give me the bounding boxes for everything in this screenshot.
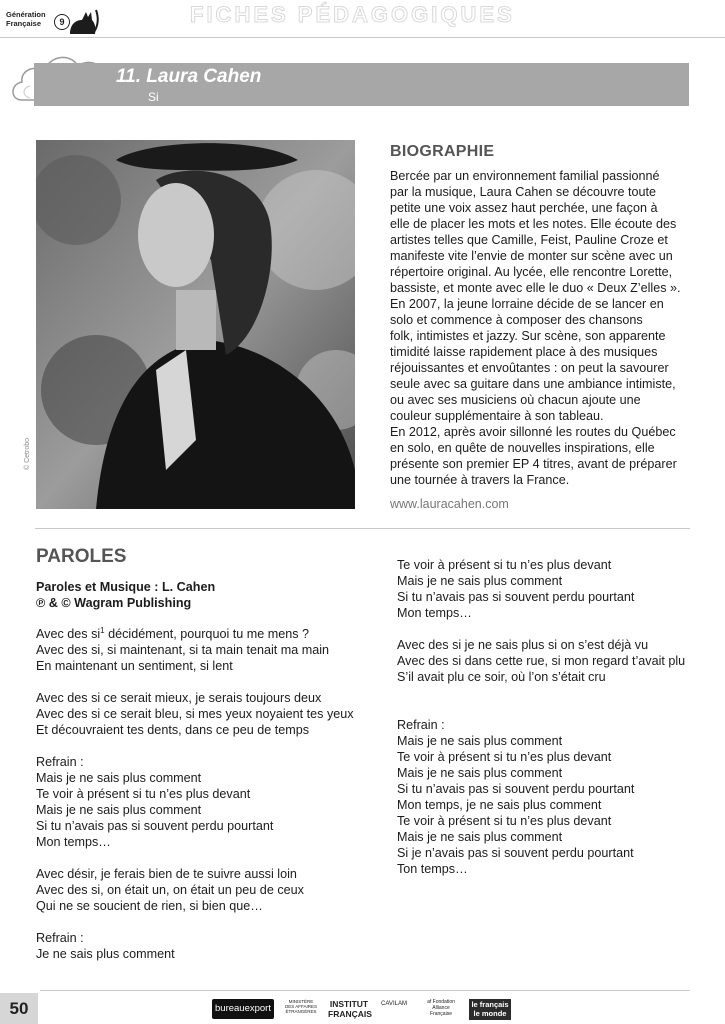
lyric-line: S’il avait plu ce soir, où l’on s’était cru — [397, 670, 606, 684]
lyric-line: Qui ne se soucient de rien, si bien que… — [36, 899, 263, 913]
bio-line: répertoire original. Au lycée, elle rencontre Lorette, — [390, 265, 673, 279]
bio-line: bassiste, et monte avec elle le duo « Deux Z’elles ». — [390, 281, 681, 295]
lyric-line: Avec des si ce serait bleu, si mes yeux noyaient tes yeux — [36, 707, 354, 721]
bureau-export-logo: bureauexport — [212, 999, 274, 1019]
bio-line: en solo, en quête de nouvelles inspirations, elle — [390, 441, 655, 455]
lyrics-publisher: ℗ & © Wagram Publishing — [36, 596, 192, 610]
lyric-line: Si tu n’avais pas si souvent perdu pourtant — [36, 819, 274, 833]
lyric-line: Mon temps… — [36, 835, 111, 849]
top-divider — [0, 37, 725, 38]
lyric-line: Te voir à présent si tu n’es plus devant — [397, 750, 612, 764]
lyric-line: Si tu n’avais pas si souvent perdu pourtant — [397, 590, 635, 604]
lyric-line: Refrain : — [36, 755, 84, 769]
bio-line: solo et commence à composer des chansons — [390, 313, 643, 327]
lyrics-heading: PAROLES — [36, 546, 127, 567]
lyric-line — [36, 914, 366, 930]
logo-line-2: Française — [6, 18, 42, 28]
bio-line: par la musique, Laura Cahen se découvre toute — [390, 185, 657, 199]
bio-line: petite une voix assez haut perchée, une façon à — [390, 201, 658, 215]
lyric-line: Avec désir, je ferais bien de te suivre aussi loin — [36, 867, 297, 881]
bio-line: seule avec sa guitare dans une ambiance intimiste, — [390, 377, 676, 391]
bio-line: elle de placer les mots et les notes. Elle écoute des — [390, 217, 677, 231]
lyric-line: Te voir à présent si tu n’es plus devant — [397, 814, 612, 828]
lyric-line: Mais je ne sais plus comment — [36, 803, 202, 817]
lyric-line: Si tu n’avais pas si souvent perdu pourtant — [397, 782, 635, 796]
lyric-line: Je ne sais plus comment — [36, 947, 175, 961]
lyric-line: Mon temps, je ne sais plus comment — [397, 798, 602, 812]
footnote-mark: 1 — [100, 625, 105, 635]
footer-divider — [40, 990, 690, 991]
song-title: Si — [148, 90, 159, 104]
ministere-logo: MINISTÈRE DES AFFAIRES ÉTRANGÈRES — [285, 999, 318, 1014]
cavilam-logo: CAVILAM — [381, 1001, 407, 1007]
lyric-line: Mais je ne sais plus comment — [397, 766, 563, 780]
lyric-line: Avec des si, si maintenant, si ta main tenait ma main — [36, 643, 330, 657]
cat-icon — [66, 4, 100, 38]
lyric-line: Mon temps… — [397, 606, 472, 620]
photo-credit: © Cetrobo — [24, 437, 31, 470]
artist-photo — [36, 140, 355, 509]
lyric-line: Avec des si dans cette rue, si mon regard t’avait plu — [397, 654, 686, 668]
biography-text — [390, 168, 710, 488]
bio-line: Bercée par un environnement familial passionné — [390, 169, 660, 183]
institut-francais-logo: INSTITUT FRANÇAIS — [328, 999, 372, 1019]
biography-heading: BIOGRAPHIE — [390, 143, 495, 160]
lyrics-author: Paroles et Musique : L. Cahen — [36, 580, 216, 594]
lyric-line: Mais je ne sais plus comment — [397, 734, 563, 748]
lyrics-left-column — [36, 626, 366, 962]
bio-line: En 2012, après avoir sillonné les routes du Québec — [390, 425, 676, 439]
bio-line: présente son premier EP 4 titres, avant de préparer — [390, 457, 677, 471]
lyric-line: Mais je ne sais plus comment — [36, 771, 202, 785]
bio-line: manifeste vite l’envie de monter sur scène avec un — [390, 249, 673, 263]
page-number: 50 — [0, 993, 38, 1024]
lyrics-right-column — [397, 557, 725, 877]
website-link[interactable]: www.lauracahen.com — [390, 497, 509, 511]
lyric-line: Mais je ne sais plus comment — [397, 574, 563, 588]
generation-francaise-logo — [6, 4, 106, 38]
bio-line: artistes telles que Camille, Feist, Pauline Croze et — [390, 233, 668, 247]
lyric-line — [397, 621, 725, 637]
lyric-line: Ton temps… — [397, 862, 468, 876]
bio-line: une tournée à travers la France. — [390, 473, 570, 487]
le-francais-dans-le-monde-logo: le français le monde — [469, 999, 511, 1020]
lyric-line — [397, 685, 725, 701]
logo-line-1: Génération — [6, 10, 46, 19]
bio-line: ou avec ses musiciens où chacun ajoute une — [390, 393, 641, 407]
bio-line: timidité laisse rapidement place à des musiques — [390, 345, 658, 359]
lyric-line: Mais je ne sais plus comment — [397, 830, 563, 844]
lyric-line — [36, 850, 366, 866]
lyrics-credits — [36, 579, 215, 611]
lyric-line — [397, 701, 725, 717]
lyric-line: Et découvraient tes dents, dans ce peu de temps — [36, 723, 310, 737]
lyric-line — [36, 738, 366, 754]
lyric-line: Avec des $si^1$ décidément, pourquoi tu me mens ? — [36, 625, 310, 641]
bio-line: réjouissantes et envoûtantes : on peut la savourer — [390, 361, 669, 375]
lyric-line: En maintenant un sentiment, si lent — [36, 659, 233, 673]
lyric-line: Te voir à présent si tu n’es plus devant — [397, 558, 612, 572]
lyric-line — [36, 674, 366, 690]
section-divider — [35, 528, 690, 529]
bio-line: couleur supplémentaire à son tableau. — [390, 409, 604, 423]
logo-number: 9 — [54, 14, 70, 30]
bio-line: folk, intimistes et jazzy. Sur scène, son apparente — [390, 329, 666, 343]
bio-line: En 2007, la jeune lorraine décide de se lancer en — [390, 297, 664, 311]
page-title: 11. Laura Cahen — [116, 66, 262, 87]
section-title: FICHES PÉDAGOGIQUES — [190, 2, 515, 27]
lyric-line: Avec des si ce serait mieux, je serais toujours deux — [36, 691, 322, 705]
lyric-line: Si je n’avais pas si souvent perdu pourtant — [397, 846, 634, 860]
lyric-line: Refrain : — [397, 718, 445, 732]
lyric-line: Avec des si je ne sais plus si on s’est déjà vu — [397, 638, 649, 652]
lyric-line: Te voir à présent si tu n’es plus devant — [36, 787, 251, 801]
alliance-francaise-logo: af Fondation Alliance Française — [427, 999, 455, 1017]
lyric-line: Avec des si, on était un, on était un peu de ceux — [36, 883, 304, 897]
lyric-line: Refrain : — [36, 931, 84, 945]
